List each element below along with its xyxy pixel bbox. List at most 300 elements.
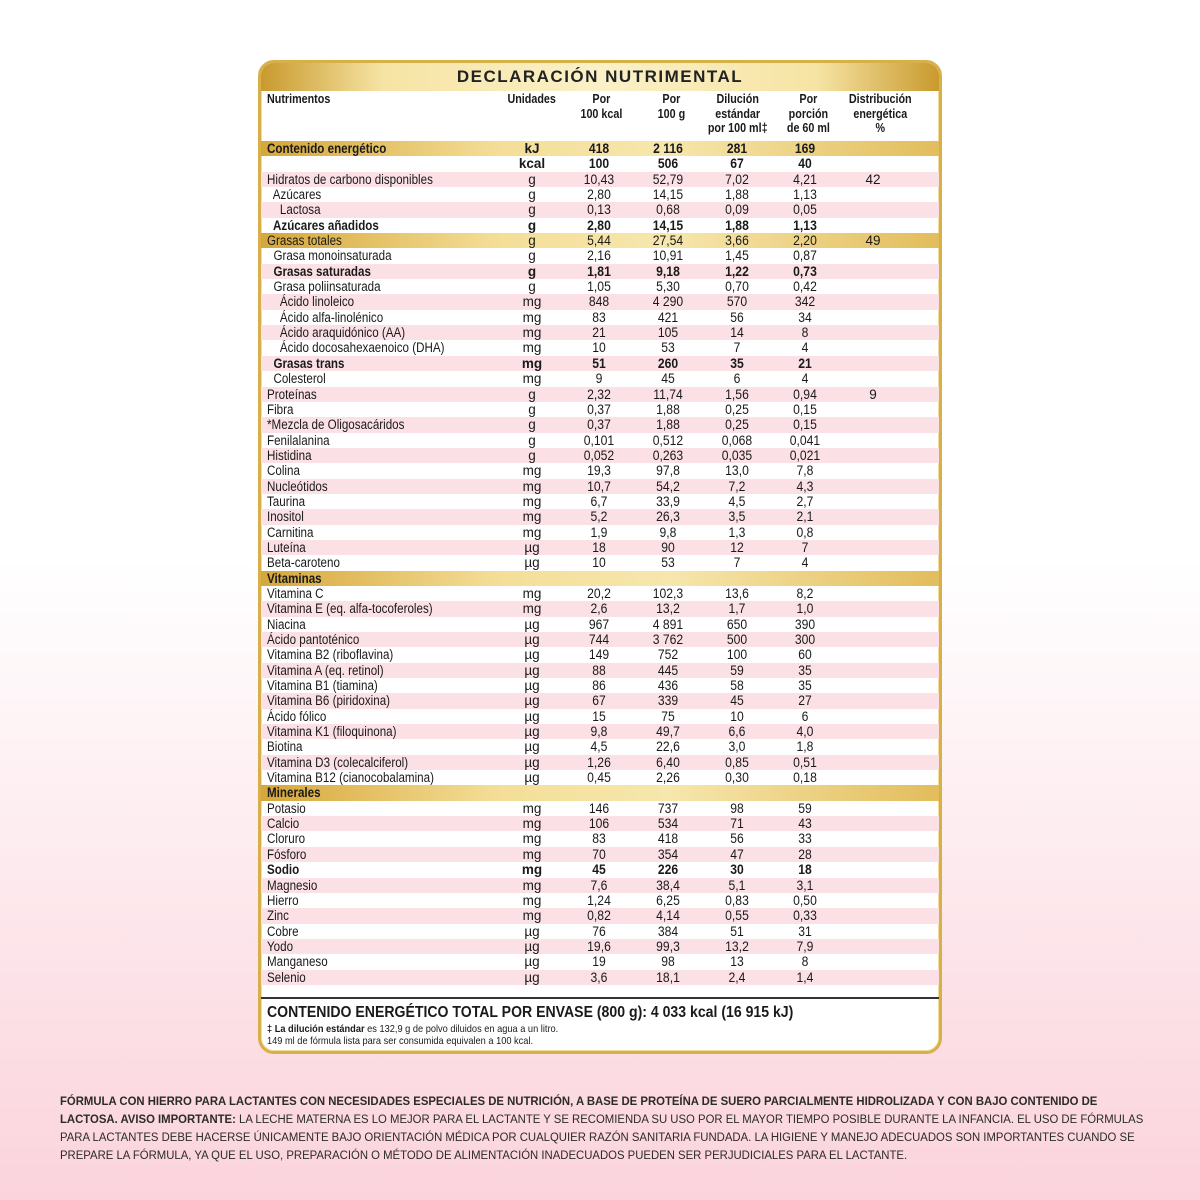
value-per-100g: 14,15 bbox=[652, 217, 684, 233]
value-per-portion: 18 bbox=[798, 862, 812, 878]
table-row bbox=[261, 479, 939, 494]
value-per-100kcal: 10,43 bbox=[583, 171, 615, 187]
nutrient-unit: µg bbox=[524, 770, 540, 786]
nutrient-unit: µg bbox=[524, 539, 540, 555]
value-per-100g: 45 bbox=[661, 371, 675, 387]
value-per-100kcal: 2,80 bbox=[587, 187, 611, 203]
value-per-100g: 26,3 bbox=[656, 509, 680, 525]
header-distribucion: Distribución energética % bbox=[848, 92, 912, 135]
value-per-portion: 59 bbox=[798, 800, 812, 816]
table-row bbox=[261, 678, 939, 693]
value-per-100kcal: 45 bbox=[592, 862, 606, 878]
value-per-100g: 2 116 bbox=[653, 141, 683, 156]
value-per-portion: 34 bbox=[798, 309, 812, 325]
value-per-100g: 384 bbox=[657, 923, 679, 939]
value-per-100ml: 0,035 bbox=[721, 447, 753, 463]
header-unidades: Unidades bbox=[507, 92, 556, 106]
value-per-portion: 390 bbox=[794, 616, 816, 632]
value-per-100g: 1,88 bbox=[656, 417, 680, 433]
nutrient-name: Fibra bbox=[267, 401, 294, 417]
value-per-100g: 421 bbox=[657, 309, 679, 325]
value-per-portion: 43 bbox=[798, 816, 812, 832]
value-per-100ml: 56 bbox=[730, 309, 744, 325]
table-row bbox=[261, 831, 939, 846]
value-per-portion: 7,9 bbox=[796, 938, 814, 954]
value-per-portion: 0,15 bbox=[793, 417, 817, 433]
value-per-100ml: 0,85 bbox=[725, 754, 749, 770]
value-per-100kcal: 100 bbox=[588, 156, 610, 172]
value-per-100g: 54,2 bbox=[656, 478, 680, 494]
value-per-100kcal: 83 bbox=[592, 831, 606, 847]
value-per-portion: 0,73 bbox=[793, 263, 817, 279]
value-per-portion: 4,0 bbox=[796, 724, 814, 740]
table-row bbox=[261, 755, 939, 770]
value-per-100kcal: 0,82 bbox=[587, 908, 611, 924]
nutrient-name: Zinc bbox=[267, 908, 289, 924]
nutrient-unit: g bbox=[528, 432, 536, 448]
nutrient-unit: g bbox=[528, 386, 536, 402]
value-per-portion: 0,18 bbox=[793, 770, 817, 786]
nutrient-unit: µg bbox=[524, 923, 540, 939]
value-per-100ml: 1,45 bbox=[725, 248, 749, 264]
value-per-100g: 10,91 bbox=[652, 248, 684, 264]
table-row bbox=[261, 739, 939, 754]
nutrient-name: Luteína bbox=[267, 539, 306, 555]
nutrient-name: Minerales bbox=[267, 785, 321, 801]
value-per-100ml: 67 bbox=[730, 156, 744, 172]
value-per-100kcal: 0,37 bbox=[587, 401, 611, 417]
value-per-100ml: 0,25 bbox=[725, 417, 749, 433]
value-per-100g: 737 bbox=[657, 800, 679, 816]
value-per-100kcal: 0,052 bbox=[583, 447, 615, 463]
nutrient-unit: mg bbox=[522, 493, 542, 509]
table-row bbox=[261, 785, 939, 800]
nutrient-name: Grasas trans bbox=[267, 355, 345, 371]
total-energy: CONTENIDO ENERGÉTICO TOTAL POR ENVASE (800 g): 4 033 kcal (16 915 kJ) bbox=[267, 1004, 794, 1021]
nutrient-name: Vitamina D3 (colecalciferol) bbox=[267, 754, 409, 770]
nutrient-unit: mg bbox=[522, 371, 542, 387]
nutrient-name: Azúcares añadidos bbox=[267, 217, 379, 233]
value-per-100g: 18,1 bbox=[656, 969, 680, 985]
nutrient-name: Vitamina C bbox=[267, 585, 324, 601]
nutrient-name: Ácido fólico bbox=[267, 708, 327, 724]
table-row bbox=[261, 417, 939, 432]
table-row bbox=[261, 202, 939, 217]
value-per-100kcal: 10,7 bbox=[587, 478, 611, 494]
nutrient-name: Colesterol bbox=[267, 371, 326, 387]
nutrient-unit: mg bbox=[522, 601, 542, 617]
nutrient-name: Vitamina K1 (filoquinona) bbox=[267, 724, 397, 740]
legal-disclaimer: FÓRMULA CON HIERRO PARA LACTANTES CON NECESIDADES ESPECIALES DE NUTRICIÓN, A BASE DE PROTEÍNA DE SUERO PARCIALMENTE HIDROLIZADA Y CON BAJO CONTENIDO DE LACTOSA. AVISO IMPORTANTE: LA LECHE MATERNA ES LO MEJOR PARA EL LACTANTE Y SE RECOMIENDA SU USO POR EL MAYOR TIEMPO POSIBLE DURANTE LA INFANCIA. EL USO DE FÓRMULAS PARA LACTANTES DEBE HACERSE ÚNICAMENTE BAJO ORIENTACIÓN MÉDICA POR CUALQUIER RAZÓN SANITARIA FUNDADA. LA HIGIENE Y MANEJO ADECUADOS SON IMPORTANTES CUANDO SE PREPARE LA FÓRMULA, YA QUE EL USO, PREPARACIÓN O MÉTODO DE ALIMENTACIÓN INADECUADOS PUEDEN SER PERJUDICIALES PARA EL LACTANTE. bbox=[60, 1094, 1144, 1162]
value-per-100ml: 0,83 bbox=[725, 892, 749, 908]
value-per-100kcal: 7,6 bbox=[590, 877, 608, 893]
value-per-portion: 300 bbox=[794, 632, 816, 647]
nutrient-name: Ácido linoleico bbox=[267, 294, 355, 310]
value-per-100g: 6,25 bbox=[656, 892, 680, 908]
table-row bbox=[261, 647, 939, 662]
nutrient-name: Vitamina B2 (riboflavina) bbox=[267, 647, 394, 663]
nutrient-unit: mg bbox=[522, 340, 542, 356]
value-per-portion: 4 bbox=[801, 340, 809, 356]
value-per-100ml: 12 bbox=[730, 539, 744, 555]
value-per-100ml: 1,7 bbox=[728, 601, 746, 617]
value-per-100ml: 7,2 bbox=[728, 478, 746, 494]
nutrient-unit: mg bbox=[522, 478, 542, 494]
value-per-100ml: 56 bbox=[730, 831, 744, 847]
nutrient-unit: mg bbox=[522, 294, 542, 310]
nutrient-unit: mg bbox=[522, 463, 542, 479]
nutrient-unit: µg bbox=[524, 555, 540, 571]
table-row bbox=[261, 310, 939, 325]
value-per-100g: 4 891 bbox=[652, 616, 684, 632]
header-nutrimentos: Nutrimentos bbox=[267, 92, 331, 106]
value-per-100g: 2,26 bbox=[656, 770, 680, 786]
value-per-100ml: 1,22 bbox=[725, 263, 749, 279]
nutrient-unit: g bbox=[528, 187, 536, 203]
value-per-100kcal: 0,37 bbox=[587, 417, 611, 433]
table-row bbox=[261, 586, 939, 601]
table-row bbox=[261, 862, 939, 877]
table-row bbox=[261, 893, 939, 908]
header-porcion: Por porción de 60 ml bbox=[786, 92, 830, 135]
value-per-100kcal: 20,2 bbox=[587, 585, 611, 601]
value-per-100kcal: 967 bbox=[588, 616, 610, 632]
value-per-100ml: 13,0 bbox=[725, 463, 749, 479]
nutrient-unit: mg bbox=[522, 831, 542, 847]
value-per-100g: 0,263 bbox=[652, 447, 684, 463]
value-per-100ml: 7,02 bbox=[725, 171, 749, 187]
value-per-100kcal: 9 bbox=[595, 371, 603, 387]
nutrient-unit: µg bbox=[524, 678, 540, 694]
value-per-100g: 0,512 bbox=[652, 432, 684, 448]
value-per-100ml: 0,55 bbox=[725, 908, 749, 924]
value-per-100ml: 2,4 bbox=[728, 969, 746, 985]
nutrient-unit: mg bbox=[522, 325, 542, 341]
nutrient-unit: mg bbox=[522, 800, 542, 816]
footnote-dilution: ‡ La dilución estándar es 132,9 g de polvo diluidos en agua a un litro. bbox=[267, 1023, 559, 1035]
nutrient-name: Hierro bbox=[267, 892, 299, 908]
value-per-100g: 752 bbox=[657, 647, 679, 663]
table-row bbox=[261, 724, 939, 739]
nutrient-unit: mg bbox=[522, 509, 542, 525]
value-per-100ml: 1,88 bbox=[725, 217, 749, 233]
value-per-portion: 0,94 bbox=[793, 386, 817, 402]
nutrient-name: Ácido docosahexaenoico (DHA) bbox=[267, 340, 445, 356]
value-per-100ml: 6,6 bbox=[728, 724, 746, 740]
value-per-100g: 3 762 bbox=[652, 632, 684, 647]
nutrient-name: Calcio bbox=[267, 816, 300, 832]
value-per-100kcal: 106 bbox=[588, 816, 610, 832]
nutrient-name: Ácido pantoténico bbox=[267, 632, 360, 647]
value-per-100kcal: 744 bbox=[588, 632, 610, 647]
nutrient-unit: kJ bbox=[524, 141, 540, 156]
value-per-portion: 0,15 bbox=[793, 401, 817, 417]
nutrient-unit: g bbox=[528, 279, 536, 295]
value-per-100kcal: 19,3 bbox=[587, 463, 611, 479]
nutrient-name: Vitamina B6 (piridoxina) bbox=[267, 693, 391, 709]
value-per-100kcal: 19,6 bbox=[587, 938, 611, 954]
value-per-100kcal: 19 bbox=[592, 954, 606, 970]
nutrient-unit: µg bbox=[524, 632, 540, 647]
table-row bbox=[261, 402, 939, 417]
value-per-portion: 7,8 bbox=[796, 463, 814, 479]
table-row bbox=[261, 463, 939, 478]
value-per-100kcal: 149 bbox=[588, 647, 610, 663]
value-per-portion: 6 bbox=[801, 708, 809, 724]
nutrient-name: Nucleótidos bbox=[267, 478, 328, 494]
value-per-100ml: 59 bbox=[730, 662, 744, 678]
table-row bbox=[261, 540, 939, 555]
value-per-100kcal: 2,6 bbox=[590, 601, 608, 617]
value-per-100kcal: 76 bbox=[592, 923, 606, 939]
value-per-portion: 0,51 bbox=[793, 754, 817, 770]
nutrient-name: Sodio bbox=[267, 862, 300, 878]
nutrient-name: Vitamina E (eq. alfa-tocoferoles) bbox=[267, 601, 433, 617]
nutrient-unit: g bbox=[527, 263, 537, 279]
value-per-100g: 226 bbox=[657, 862, 679, 878]
value-per-100kcal: 0,13 bbox=[587, 202, 611, 218]
nutrient-name: Histidina bbox=[267, 447, 312, 463]
value-per-100kcal: 10 bbox=[592, 340, 606, 356]
table-row bbox=[261, 617, 939, 632]
value-per-100kcal: 146 bbox=[588, 800, 610, 816]
value-per-100kcal: 1,81 bbox=[587, 263, 611, 279]
value-per-portion: 35 bbox=[798, 678, 812, 694]
footnote-equivalence: 149 ml de fórmula lista para ser consumida equivalen a 100 kcal. bbox=[267, 1035, 534, 1047]
value-per-100kcal: 418 bbox=[588, 141, 610, 156]
nutrient-unit: g bbox=[528, 401, 536, 417]
nutrient-unit: mg bbox=[522, 524, 542, 540]
value-per-portion: 33 bbox=[798, 831, 812, 847]
nutrient-unit: µg bbox=[524, 616, 540, 632]
table-row bbox=[261, 387, 939, 402]
value-per-portion: 7 bbox=[801, 539, 809, 555]
nutrient-name: Yodo bbox=[267, 938, 294, 954]
nutrient-unit: g bbox=[528, 447, 536, 463]
value-per-portion: 0,42 bbox=[793, 279, 817, 295]
nutrient-name: Magnesio bbox=[267, 877, 318, 893]
value-per-100ml: 51 bbox=[730, 923, 744, 939]
nutrient-name: Vitamina B1 (tiamina) bbox=[267, 678, 378, 694]
value-per-100g: 436 bbox=[657, 678, 679, 694]
table-row bbox=[261, 663, 939, 678]
nutrient-name: Ácido alfa-linolénico bbox=[267, 309, 384, 325]
table-row bbox=[261, 970, 939, 985]
value-per-portion: 28 bbox=[798, 846, 812, 862]
value-per-100ml: 13,2 bbox=[725, 938, 749, 954]
nutrient-unit: mg bbox=[522, 309, 542, 325]
nutrition-table bbox=[261, 141, 939, 985]
nutrient-name: Beta-caroteno bbox=[267, 555, 340, 571]
value-per-100g: 53 bbox=[661, 555, 675, 571]
nutrient-name: Manganeso bbox=[267, 954, 328, 970]
value-per-portion: 4 bbox=[801, 555, 809, 571]
nutrient-unit: µg bbox=[524, 662, 540, 678]
value-per-portion: 0,50 bbox=[793, 892, 817, 908]
value-per-portion: 4 bbox=[801, 371, 809, 387]
divider bbox=[261, 997, 939, 999]
nutrient-unit: g bbox=[528, 171, 536, 187]
nutrient-name: Cloruro bbox=[267, 831, 306, 847]
nutrient-name: Proteínas bbox=[267, 386, 317, 402]
value-per-100ml: 1,3 bbox=[728, 524, 746, 540]
value-per-100kcal: 5,2 bbox=[590, 509, 608, 525]
value-per-portion: 3,1 bbox=[796, 877, 814, 893]
value-per-100g: 14,15 bbox=[652, 187, 684, 203]
value-per-100g: 49,7 bbox=[656, 724, 680, 740]
value-per-100ml: 0,30 bbox=[725, 770, 749, 786]
nutrient-name: Grasa monoinsaturada bbox=[267, 248, 392, 264]
value-per-100ml: 13 bbox=[730, 954, 744, 970]
nutrient-name: Lactosa bbox=[267, 202, 321, 218]
value-per-100kcal: 5,44 bbox=[587, 233, 611, 249]
value-per-100kcal: 4,5 bbox=[590, 739, 608, 755]
value-per-100ml: 7 bbox=[733, 555, 741, 571]
value-per-portion: 31 bbox=[798, 923, 812, 939]
value-per-portion: 21 bbox=[798, 355, 812, 371]
value-energy-distribution: 9 bbox=[869, 386, 877, 402]
nutrient-name: Colina bbox=[267, 463, 300, 479]
table-row bbox=[261, 509, 939, 524]
value-per-100g: 53 bbox=[661, 340, 675, 356]
value-per-portion: 8 bbox=[801, 325, 809, 341]
nutrient-name: Vitamina B12 (cianocobalamina) bbox=[267, 770, 434, 786]
nutrient-name: Grasa poliinsaturada bbox=[267, 279, 381, 295]
nutrient-unit: µg bbox=[524, 739, 540, 755]
nutrient-name: Taurina bbox=[267, 493, 306, 509]
value-per-100ml: 1,88 bbox=[725, 187, 749, 203]
table-row bbox=[261, 433, 939, 448]
value-per-portion: 342 bbox=[794, 294, 816, 310]
value-per-100kcal: 88 bbox=[592, 662, 606, 678]
value-per-100ml: 5,1 bbox=[728, 877, 746, 893]
value-per-100g: 534 bbox=[657, 816, 679, 832]
value-per-portion: 0,87 bbox=[793, 248, 817, 264]
table-row bbox=[261, 294, 939, 309]
nutrient-name: Vitamina A (eq. retinol) bbox=[267, 662, 384, 678]
value-per-portion: 0,8 bbox=[796, 524, 814, 540]
value-per-100kcal: 1,9 bbox=[590, 524, 608, 540]
table-row bbox=[261, 340, 939, 355]
header-por-100g: Por 100 g bbox=[657, 92, 686, 121]
value-per-100ml: 47 bbox=[730, 846, 744, 862]
nutrient-name: Vitaminas bbox=[267, 570, 322, 586]
nutrient-unit: µg bbox=[524, 647, 540, 663]
value-per-portion: 1,4 bbox=[796, 969, 814, 985]
value-per-100ml: 0,70 bbox=[725, 279, 749, 295]
nutrient-unit: µg bbox=[524, 754, 540, 770]
value-per-portion: 0,33 bbox=[793, 908, 817, 924]
value-per-100kcal: 70 bbox=[592, 846, 606, 862]
nutrient-unit: mg bbox=[522, 846, 542, 862]
value-per-100g: 52,79 bbox=[652, 171, 684, 187]
value-per-100kcal: 15 bbox=[592, 708, 606, 724]
table-row bbox=[261, 448, 939, 463]
table-row bbox=[261, 908, 939, 923]
nutrient-unit: µg bbox=[524, 724, 540, 740]
table-row bbox=[261, 954, 939, 969]
value-per-100kcal: 67 bbox=[592, 693, 606, 709]
value-per-100kcal: 1,05 bbox=[587, 279, 611, 295]
header-por-100kcal: Por 100 kcal bbox=[580, 92, 623, 121]
value-per-100ml: 500 bbox=[726, 632, 748, 647]
table-row bbox=[261, 816, 939, 831]
value-per-portion: 8 bbox=[801, 954, 809, 970]
value-per-portion: 2,20 bbox=[793, 233, 817, 249]
value-per-100g: 1,88 bbox=[656, 401, 680, 417]
table-row bbox=[261, 371, 939, 386]
value-per-100g: 339 bbox=[657, 693, 679, 709]
value-per-100g: 27,54 bbox=[652, 233, 684, 249]
nutrient-unit: µg bbox=[524, 693, 540, 709]
value-per-100ml: 3,0 bbox=[728, 739, 746, 755]
value-per-100kcal: 0,101 bbox=[583, 432, 615, 448]
nutrient-name: Selenio bbox=[267, 969, 306, 985]
value-per-100ml: 7 bbox=[733, 340, 741, 356]
nutrient-name: Azúcares bbox=[267, 187, 322, 203]
value-per-100kcal: 1,24 bbox=[587, 892, 611, 908]
table-row bbox=[261, 218, 939, 233]
value-per-100ml: 98 bbox=[730, 800, 744, 816]
value-per-100kcal: 9,8 bbox=[590, 724, 608, 740]
nutrient-unit: mg bbox=[522, 908, 542, 924]
value-per-100kcal: 6,7 bbox=[590, 493, 608, 509]
value-per-100ml: 30 bbox=[730, 862, 744, 878]
value-per-100g: 38,4 bbox=[656, 877, 680, 893]
value-per-100ml: 1,56 bbox=[725, 386, 749, 402]
value-per-100g: 11,74 bbox=[653, 386, 683, 402]
table-row bbox=[261, 801, 939, 816]
nutrient-unit: g bbox=[528, 202, 536, 218]
nutrient-name: Fósforo bbox=[267, 846, 307, 862]
value-per-100g: 13,2 bbox=[656, 601, 680, 617]
value-per-100ml: 35 bbox=[730, 355, 744, 371]
value-per-portion: 0,05 bbox=[793, 202, 817, 218]
value-per-portion: 1,13 bbox=[793, 187, 817, 203]
nutrient-name: Grasas totales bbox=[267, 233, 342, 249]
value-per-portion: 8,2 bbox=[796, 585, 814, 601]
value-per-100ml: 3,5 bbox=[728, 509, 746, 525]
nutrient-unit: g bbox=[527, 217, 537, 233]
value-per-100kcal: 2,80 bbox=[587, 217, 611, 233]
value-per-100kcal: 2,16 bbox=[587, 248, 611, 264]
table-row bbox=[261, 878, 939, 893]
value-per-100g: 445 bbox=[657, 662, 679, 678]
nutrient-unit: g bbox=[528, 417, 536, 433]
value-per-100g: 6,40 bbox=[656, 754, 680, 770]
nutrient-name: Ácido araquidónico (AA) bbox=[267, 325, 406, 341]
value-per-100g: 9,18 bbox=[656, 263, 680, 279]
value-per-100kcal: 51 bbox=[592, 355, 606, 371]
table-row bbox=[261, 141, 939, 156]
value-per-100kcal: 83 bbox=[592, 309, 606, 325]
value-per-portion: 1,8 bbox=[796, 739, 814, 755]
nutrient-name: Hidratos de carbono disponibles bbox=[267, 171, 433, 187]
value-energy-distribution: 42 bbox=[865, 171, 881, 187]
nutrient-unit: g bbox=[528, 248, 536, 264]
value-per-100kcal: 2,32 bbox=[587, 386, 611, 402]
value-per-portion: 1,0 bbox=[796, 601, 814, 617]
nutrient-name: Potasio bbox=[267, 800, 306, 816]
value-per-100ml: 13,6 bbox=[725, 585, 749, 601]
value-per-100kcal: 0,45 bbox=[587, 770, 611, 786]
value-per-100kcal: 21 bbox=[592, 325, 606, 341]
value-per-100kcal: 1,26 bbox=[587, 754, 611, 770]
nutrient-name: Grasas saturadas bbox=[267, 263, 371, 279]
nutrient-unit: g bbox=[528, 233, 536, 249]
value-per-100ml: 71 bbox=[730, 816, 744, 832]
table-row bbox=[261, 693, 939, 708]
